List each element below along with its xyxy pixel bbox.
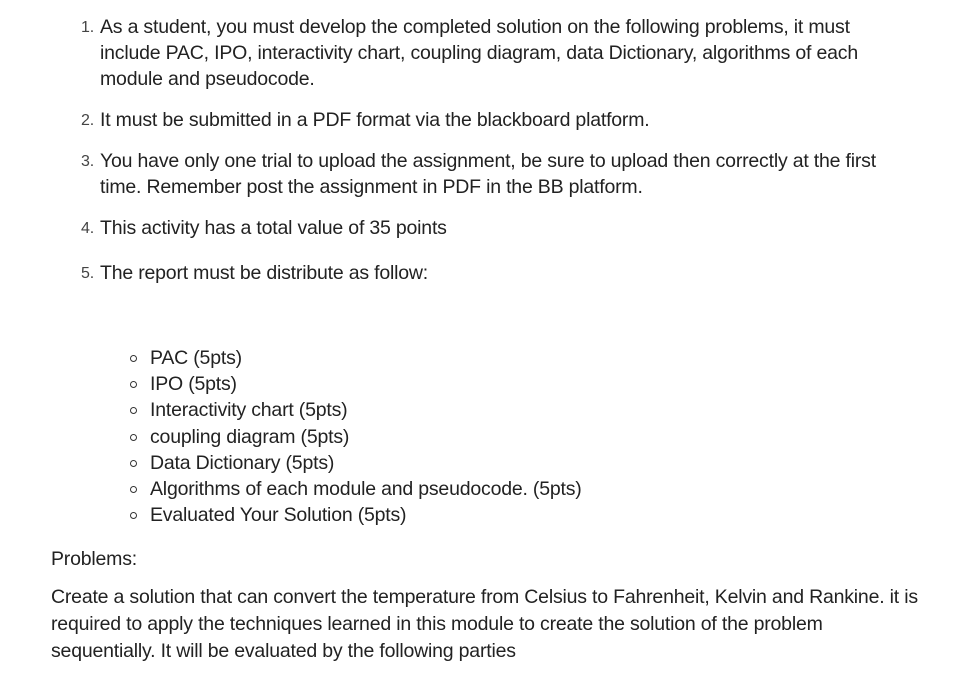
breakdown-item: [150, 371, 582, 397]
circle-bullet-icon: [130, 512, 137, 519]
instruction-number: 5.: [81, 265, 94, 282]
problems-section: [51, 546, 921, 665]
instruction-number: 1.: [81, 19, 94, 36]
breakdown-text: Data Dictionary (5pts): [150, 451, 335, 474]
breakdown-text: coupling diagram (5pts): [150, 425, 350, 448]
breakdown-text: Evaluated Your Solution (5pts): [150, 504, 407, 527]
circle-bullet-icon: [130, 381, 137, 388]
breakdown-text: PAC (5pts): [150, 347, 242, 369]
instruction-text: As a student, you must develop the completed solution on the following problems, it must include PAC, IPO, interactivity chart, coupling diagram, data Dictionary, algorithms of each module and pseudocode.: [100, 16, 858, 90]
breakdown-item: [150, 450, 582, 476]
circle-bullet-icon: [130, 434, 137, 441]
instructions-list: [81, 14, 900, 286]
breakdown-text: IPO (5pts): [150, 373, 237, 396]
instruction-number: 4.: [81, 220, 94, 237]
instruction-item: [81, 14, 900, 92]
breakdown-item: [150, 345, 582, 371]
circle-bullet-icon: [130, 486, 137, 493]
breakdown-text: Interactivity chart (5pts): [150, 399, 348, 422]
instruction-text: The report must be distribute as follow:: [100, 262, 428, 284]
instruction-text: This activity has a total value of 35 points: [100, 217, 447, 239]
points-breakdown-list: [150, 345, 582, 528]
instruction-item: [81, 260, 900, 286]
problems-heading: Problems:: [51, 548, 137, 570]
breakdown-item: [150, 476, 582, 502]
breakdown-text: Algorithms of each module and pseudocode. (5pts): [150, 478, 582, 501]
instruction-item: [81, 107, 900, 133]
circle-bullet-icon: [130, 460, 137, 467]
instruction-text: It must be submitted in a PDF format via the blackboard platform.: [100, 109, 650, 131]
circle-bullet-icon: [130, 407, 137, 414]
instruction-text: You have only one trial to upload the assignment, be sure to upload then correctly at the first time. Remember post the assignment in PDF in the BB platform.: [100, 150, 876, 198]
circle-bullet-icon: [130, 355, 137, 362]
instruction-number: 2.: [81, 112, 94, 129]
instruction-item: [81, 148, 900, 200]
breakdown-item: [150, 502, 582, 528]
breakdown-item: [150, 424, 582, 450]
instruction-item: [81, 215, 900, 241]
breakdown-item: [150, 397, 582, 423]
instruction-number: 3.: [81, 153, 94, 170]
problems-description: Create a solution that can convert the temperature from Celsius to Fahrenheit, Kelvin and Rankine. it is required to apply the techniques learned in this module to create the solution of the problem sequentially. It will be evaluated by the following parties: [51, 586, 918, 662]
